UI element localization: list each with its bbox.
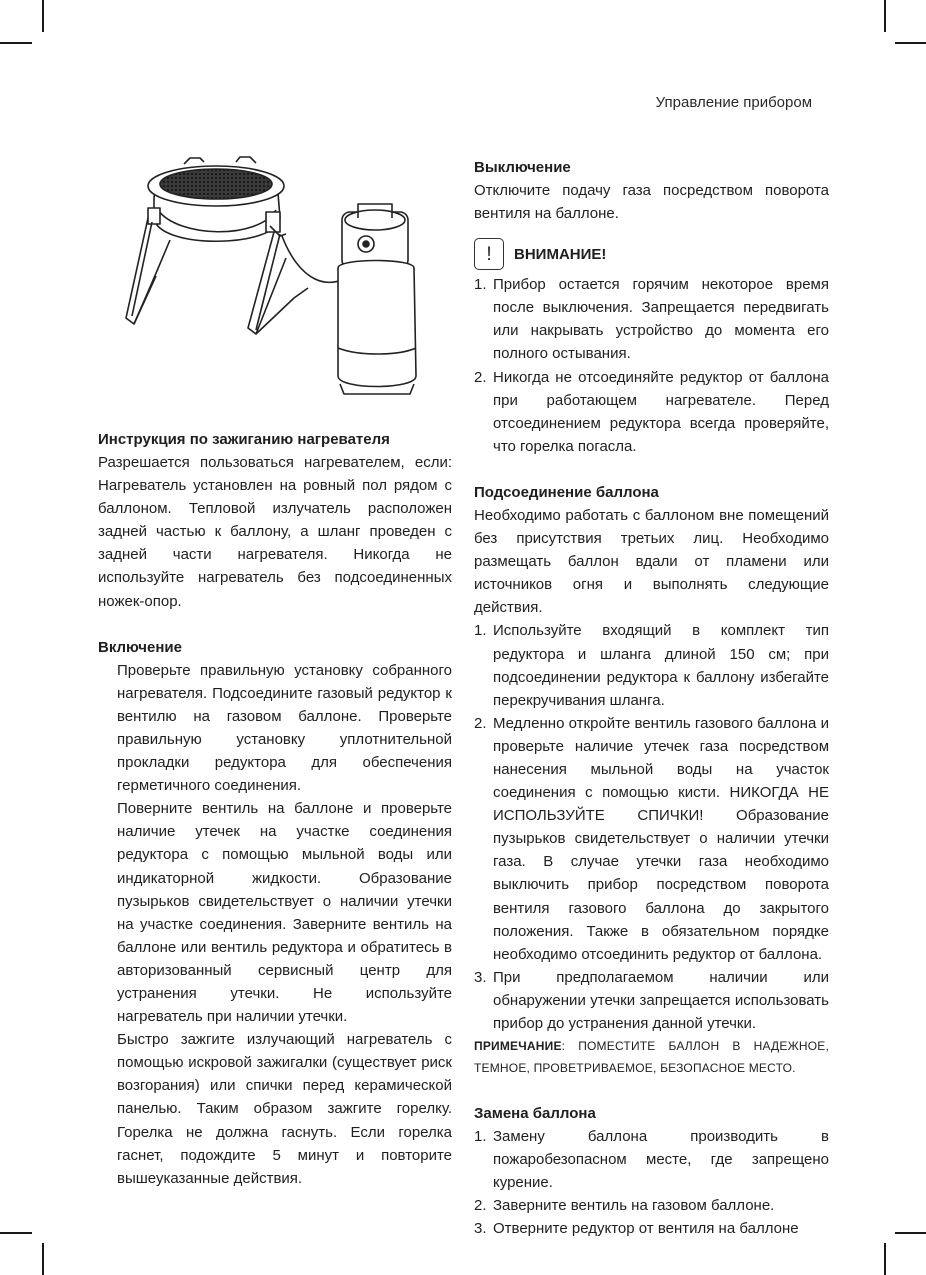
connection-list [474,619,829,1035]
crop-mark [0,1232,32,1234]
crop-mark [884,1243,886,1275]
crop-mark [895,1232,926,1234]
list-item: 2. Никогда не отсоединяйте редуктор от баллона при работающем нагревателе. Перед отсоединением редуктора всегда проверяйте, что горелка погасла. [474,368,829,455]
gas-heater-with-cylinder-illustration [98,148,454,410]
connection-note: ПРИМЕЧАНИЕ: ПОМЕСТИТЕ БАЛЛОН В НАДЕЖНОЕ, ТЕМНОЕ, ПРОВЕТРИВАЕМОЕ, БЕЗОПАСНОЕ МЕСТО. [474,1039,829,1076]
ignition-heading: Инструкция по зажиганию нагревателя [98,431,390,448]
replacement-list [474,1125,829,1240]
right-column [474,156,829,1241]
connection-text: Необходимо работать с баллоном вне помещений без присутствия третьих лиц. Необходимо размещать баллон вдали от пламени или источников огня и выполнять следующие действия. [474,506,829,617]
power-on-paragraph-3: Быстро зажгите излучающий нагреватель с помощью искровой зажигалки (существует риск возгорания) или спички перед керамической панелью. Таким образом зажгите горелку. Горелка не должна гаснуть. Если горелка гаснет, подождите 5 минут и повторите вышеуказанные действия. [117,1031,452,1187]
crop-mark [42,0,44,32]
left-column [98,428,452,1190]
list-item: 3. Отверните редуктор от вентиля на баллоне [474,1220,799,1238]
warning-list [474,273,829,458]
crop-mark [884,0,886,32]
crop-mark [42,1243,44,1275]
list-item: 1. Прибор остается горячим некоторое время после выключения. Запрещается передвигать или накрывать устройство до момента его полного остывания. [474,276,829,363]
warning-title: ВНИМАНИЕ! [514,245,607,263]
list-item: 1. Замену баллона производить в пожаробезопасном месте, где запрещено курение. [474,1128,829,1192]
power-on-paragraph-2: Поверните вентиль на баллоне и проверьте наличие утечек на участке соединения редуктора с помощью мыльной воды или индикаторной жидкости. Образование пузырьков свидетельствует о наличии утечки на участке соединения. Заверните вентиль на баллоне или вентиль редуктора и обратитесь в авторизованный сервисный центр для устранения утечки. Не используйте нагреватель при наличии утечки. [117,800,452,1026]
power-off-text: Отключите подачу газа посредством поворота вентиля на баллоне. [474,182,829,223]
list-item: 2. Медленно откройте вентиль газового баллона и проверьте наличие утечек газа посредством нанесения мыльной воды на участок соединения с помощью кисти. НИКОГДА НЕ ИСПОЛЬЗУЙТЕ СПИЧКИ! Образование пузырьков свидетельствует о наличии утечки газа. В случае утечки газа необходимо выключить прибор посредством поворота вентиля газового баллона до закрытого положения. Также в обязательном порядке необходимо отсоединить редуктор от баллона. [474,714,829,963]
power-on-paragraph-1: Проверьте правильную установку собранного нагревателя. Подсоедините газовый редуктор к вентилю на газовом баллоне. Проверьте правильную установку уплотнительной прокладки редуктора для обеспечения герметичного соединения. [117,661,452,795]
list-item: 2. Заверните вентиль на газовом баллоне. [474,1197,775,1215]
list-item: 3. При предполагаемом наличии или обнаружении утечки запрещается использовать прибор до устранения данной утечки. [474,968,829,1032]
crop-mark [895,42,926,44]
replacement-heading: Замена баллона [474,1105,596,1123]
power-on-heading: Включение [98,638,182,656]
connection-heading: Подсоединение баллона [474,483,659,501]
list-item: 1. Используйте входящий в комплект тип редуктора и шланга длиной 150 см; при подсоединении редуктора к баллону избегайте перекручивания шланга. [474,622,829,709]
power-off-heading: Выключение [474,159,571,176]
warning-icon: ! [474,238,504,270]
warning-header [474,237,829,271]
ignition-text: Разрешается пользоваться нагревателем, если: Нагреватель установлен на ровный пол рядом с баллоном. Тепловой излучатель расположен задней частью к баллону, а шланг проведен с задней части нагревателя. Никогда не используйте нагреватель без подсоединенных ножек-опор. [98,454,452,610]
page-header-title: Управление прибором [655,94,812,111]
crop-mark [0,42,32,44]
